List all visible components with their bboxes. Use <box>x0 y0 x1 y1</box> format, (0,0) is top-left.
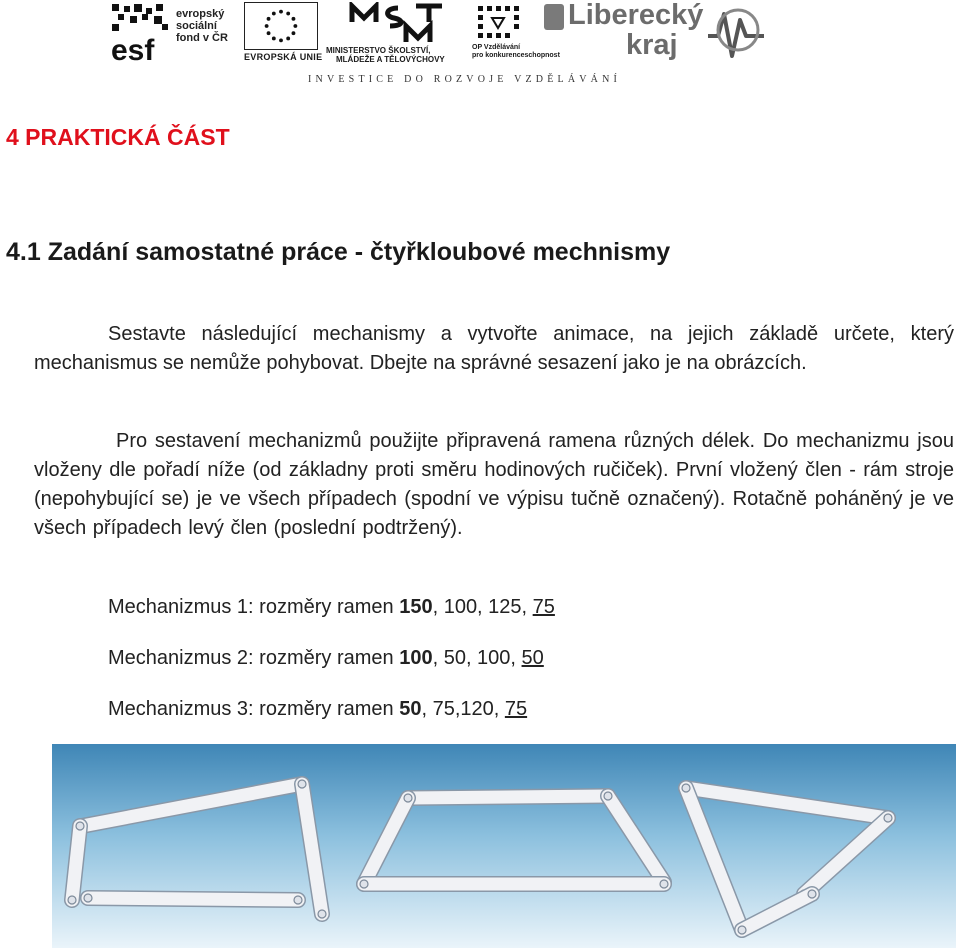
eu-star-icon <box>292 17 296 21</box>
linkage-bar <box>84 894 302 904</box>
tagline: INVESTICE DO ROZVOJE VZDĚLÁVÁNÍ <box>308 74 622 85</box>
eu-star-icon <box>267 17 271 21</box>
pin-joint <box>682 784 690 792</box>
linkage-bar <box>404 792 612 802</box>
eu-star-icon <box>265 24 269 28</box>
instructions-paragraph: Pro sestavení mechanizmů použijte připravená ramena různých délek. Do mechanizmu jsou vloženy dle pořadí níže (od základny proti směru hodinových ručiček). První vložený člen - rám stroje (nepohybující se) je ve všech případech (spodní ve výpisu tučně označený). Rotačně poháněný je ve všech případech levý člen (poslední podtržený). <box>34 430 954 539</box>
eu-star-icon <box>267 31 271 35</box>
eu-star-icon <box>272 37 276 41</box>
kraj-wordmark: Liberecký kraj <box>568 0 704 61</box>
esf-caption: evropský sociální fond v ČR <box>176 8 228 44</box>
eu-star-icon <box>286 37 290 41</box>
pin-joint <box>360 880 368 888</box>
op-caption: OP Vzdělávání pro konkurenceschopnost <box>472 44 560 59</box>
eu-star-icon <box>279 10 283 14</box>
msmt-logo <box>326 2 460 66</box>
eu-star-icon <box>292 31 296 35</box>
frame-length: 50 <box>399 698 422 720</box>
mechanism-2-line: Mechanizmus 2: rozměry ramen 100, 50, 100, 50 <box>108 647 544 669</box>
linkage-bar <box>360 880 668 888</box>
pin-joint <box>808 890 816 898</box>
pin-joint <box>404 794 412 802</box>
eu-star-icon <box>293 24 297 28</box>
pin-joint <box>660 880 668 888</box>
esf-logo <box>110 2 232 66</box>
op-logo <box>466 2 560 66</box>
mechanism-1-line: Mechanizmus 1: rozměry ramen 150, 100, 125, 75 <box>108 596 555 618</box>
liberecky-kraj-logo <box>542 0 767 66</box>
mechanism-3-line: Mechanizmus 3: rozměry ramen 50, 75,120, 75 <box>108 698 528 720</box>
msmt-caption: MINISTERSTVO ŠKOLSTVÍ, MLÁDEŽE A TĚLOVÝCHOVY <box>326 46 445 64</box>
frame-length: 100 <box>399 647 433 669</box>
pin-joint <box>884 814 892 822</box>
pin-joint <box>68 896 76 904</box>
pin-joint <box>76 822 84 830</box>
pin-joint <box>738 926 746 934</box>
esf-mark-icon <box>110 2 172 64</box>
pin-joint <box>84 894 92 902</box>
driven-length: 75 <box>532 596 555 618</box>
mechanisms-illustration <box>52 744 956 948</box>
msmt-emblem-icon <box>346 2 446 44</box>
header-logos <box>0 0 960 95</box>
subsection-heading: 4.1 Zadání samostatné práce - čtyřkloubové mechnismy <box>6 238 671 266</box>
driven-length: 75 <box>504 698 528 720</box>
section-heading: 4 PRAKTICKÁ ČÁST <box>6 124 230 150</box>
eu-label: EVROPSKÁ UNIE <box>244 52 323 62</box>
frame-length: 150 <box>399 596 433 618</box>
pin-joint <box>294 896 302 904</box>
task-paragraph: Sestavte následující mechanismy a vytvořte animace, na jejich základě určete, který mechanismus se nemůže pohybovat. Dbejte na správné sesazení jako je na obrázcích. <box>34 323 954 374</box>
pin-joint <box>318 910 326 918</box>
pin-joint <box>298 780 306 788</box>
svg-text:esf: esf <box>111 34 155 64</box>
op-emblem-icon <box>472 2 532 42</box>
driven-length: 50 <box>521 647 544 669</box>
eu-star-icon <box>272 12 276 16</box>
eu-star-icon <box>279 38 283 42</box>
pin-joint <box>604 792 612 800</box>
eu-flag-icon <box>244 2 318 50</box>
eu-star-icon <box>286 12 290 16</box>
eu-logo <box>244 2 323 66</box>
